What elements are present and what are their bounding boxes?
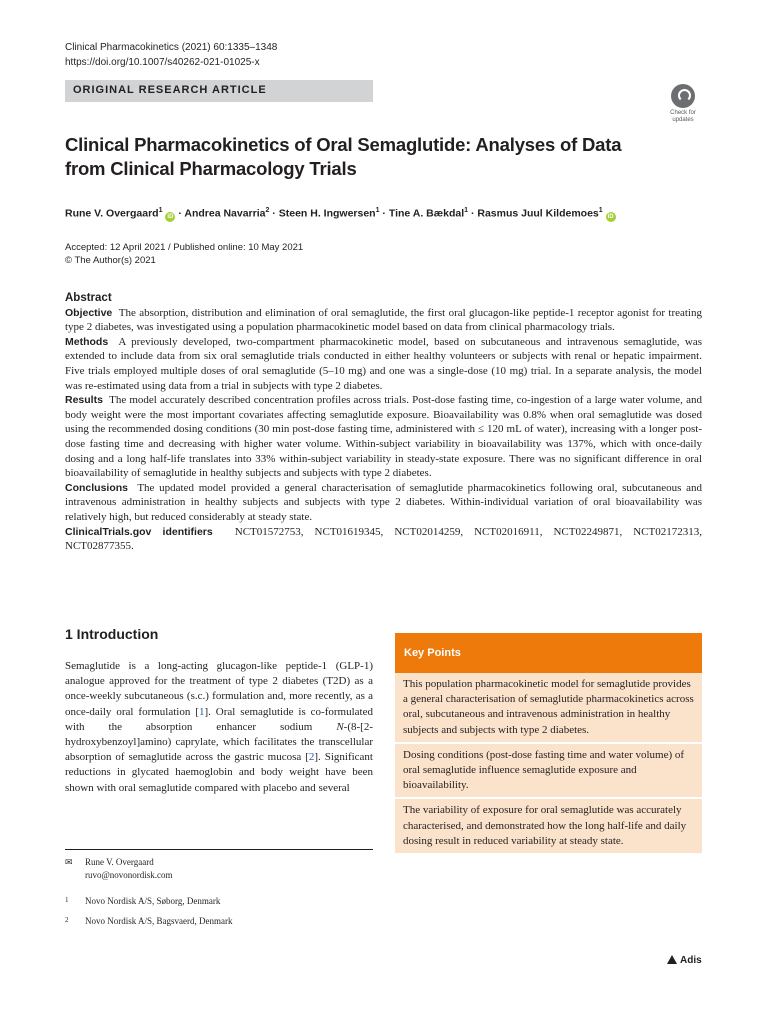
- abstract-trial-ids: [65, 525, 702, 554]
- orcid-icon[interactable]: iD: [167, 213, 174, 220]
- results-text: The model accurately described concentration profiles across trials. Post-dose fasting time, co-ingestion of a large water volume, and body weight were the most important covariates affecting semaglutide exposure. Bioavailability was 0.8% when oral semaglutide was dosed using the recommended dosing conditions (30 min post-dose fasting time, administered with ≤ 120 mL of water), increasing with a longer post-dose fasting time and decreasing with higher water volume. Within-subject variability in bioavailability was 137%, which with once-daily dosing and a long half-life translates into 33% within-subject variability in steady-state exposure. There was no significant difference in oral bioavailability of semaglutide in healthy subjects and subjects with type 2 diabetes.: [65, 394, 702, 480]
- abstract-conclusions: [65, 481, 702, 525]
- journal-reference: Clinical Pharmacokinetics (2021) 60:1335–1348: [65, 42, 278, 53]
- title-line-2: from Clinical Pharmacology Trials: [65, 158, 357, 179]
- abstract-results: [65, 393, 702, 481]
- methods-text: A previously developed, two-compartment pharmacokinetic model, based on subcutaneous and intravenous semaglutide, was extended to include data from six oral semaglutide trials conducted in either healthy volunteers or subjects with renal or hepatic impairment. Five trials employed multiple doses of oral semaglutide (5–10 mg) and one was a single-dose (10 mg) trial. In a separate analysis, the model was re-estimated using data from a trial in subjects with type 2 diabetes.: [65, 335, 702, 392]
- key-point-item: Dosing conditions (post-dose fasting time and water volume) of oral semaglutide influence semaglutide exposure and bioavailability.: [395, 744, 702, 800]
- objective-label: Objective: [65, 306, 113, 319]
- article-type-label: ORIGINAL RESEARCH ARTICLE: [73, 84, 267, 96]
- footnote-divider: [65, 849, 373, 850]
- objective-text: The absorption, distribution and elimination of oral semaglutide, the first oral glucagon-like peptide-1 receptor agonist for treating type 2 diabetes, was investigated using a population pharmacokinetic model based on data from clinical pharmacology trials.: [65, 306, 702, 334]
- article-title: [65, 133, 685, 181]
- key-points-box: [395, 633, 702, 889]
- citation-link[interactable]: 1: [198, 705, 205, 718]
- publication-dates: [65, 241, 303, 267]
- abstract-heading: Abstract: [65, 292, 112, 304]
- conclusions-label: Conclusions: [65, 481, 129, 494]
- author-name[interactable]: Rune V. Overgaard: [65, 207, 159, 220]
- affiliation-1: [65, 896, 220, 906]
- key-point-item: This population pharmacokinetic model for semaglutide provides a general characterisation of semaglutide pharmacokinetics across oral, subcutaneous and intravenous administration in healthy subjects and subjects with type 2 diabetes.: [395, 673, 702, 744]
- trials-label: ClinicalTrials.gov identifiers: [65, 525, 213, 538]
- check-updates-icon: [671, 84, 695, 108]
- journal-citation: [65, 40, 277, 70]
- citation-link[interactable]: 2: [308, 751, 315, 764]
- accepted-published-dates: Accepted: 12 April 2021 / Published online: 10 May 2021: [65, 242, 304, 253]
- conclusions-text: The updated model provided a general characterisation of semaglutide pharmacokinetics following oral, subcutaneous and intravenous administration in healthy subjects and subjects with type 2 diabetes. Within-individual variation of oral bioavailability was relatively high, but reduced considerably at steady state.: [65, 481, 703, 523]
- author-name[interactable]: Rasmus Juul Kildemoes: [477, 207, 599, 220]
- author-affiliation: 1: [158, 207, 163, 214]
- publisher-logo: [667, 955, 702, 966]
- author-name[interactable]: Steen H. Ingwersen: [278, 207, 376, 220]
- intro-text-a: Semaglutide is a long-acting glucagon-like peptide-1 (GLP-1) analogue approved for the treatment of type 2 diabetes (T2D) as a once-weekly subcutaneous (s.c.) formulation and, more recently, as a once-daily oral formulation [: [65, 660, 373, 718]
- author-affiliation: 1: [375, 207, 380, 214]
- corresponding-author: [65, 856, 173, 882]
- trials-text: NCT01572753, NCT01619345, NCT02014259, NCT02016911, NCT02249871, NCT02172313, NCT02877355.: [65, 525, 702, 553]
- affiliation-text: Novo Nordisk A/S, Søborg, Denmark: [85, 896, 221, 906]
- corresponding-email[interactable]: ruvo@novonordisk.com: [85, 870, 173, 880]
- intro-text-b: ]. Oral semaglutide is co-formulated with the absorption enhancer sodium: [65, 705, 373, 733]
- intro-text-d: ]. Significant reductions in glycated haemoglobin and body weight have been shown with oral semaglutide compared with placebo and several: [65, 751, 373, 794]
- abstract-methods: [65, 335, 702, 393]
- abstract-section: [65, 291, 702, 554]
- envelope-icon: ✉: [65, 857, 73, 867]
- methods-label: Methods: [65, 335, 109, 348]
- intro-italic: N: [336, 720, 344, 733]
- author-affiliation: 1: [464, 207, 469, 214]
- copyright-notice: © The Author(s) 2021: [65, 255, 156, 266]
- introduction-paragraph: [65, 659, 373, 796]
- intro-text-c: -(8-[2-hydroxybenzoyl]amino) caprylate, which facilitates the transcellular absorption of semaglutide across the gastric mucosa [: [65, 720, 373, 764]
- affiliation-2: [65, 916, 232, 926]
- author-affiliation: 1: [598, 207, 603, 214]
- article-type-bar: [65, 80, 373, 102]
- section-heading-introduction: 1 Introduction: [65, 626, 159, 642]
- check-updates-line2: updates: [672, 117, 694, 123]
- author-name[interactable]: Andrea Navarria: [184, 207, 266, 220]
- affiliation-text: Novo Nordisk A/S, Bagsvaerd, Denmark: [85, 916, 233, 926]
- results-label: Results: [65, 394, 103, 407]
- check-updates-line1: Check for: [670, 110, 696, 116]
- key-points-heading: Key Points: [395, 633, 702, 673]
- author-affiliation: 2: [265, 207, 270, 214]
- affiliation-number: 1: [65, 896, 69, 904]
- adis-triangle-icon: [667, 955, 677, 964]
- affiliation-number: 2: [65, 916, 69, 924]
- publisher-name: Adis: [680, 955, 702, 966]
- doi-link[interactable]: https://doi.org/10.1007/s40262-021-01025-x: [65, 57, 260, 68]
- title-line-1: Clinical Pharmacokinetics of Oral Semaglutide: Analyses of Data: [65, 134, 622, 155]
- check-for-updates-badge[interactable]: [664, 84, 702, 124]
- author-list: Rune V. Overgaard$^1$ iD · Andrea Navarria$^2$ · Steen H. Ingwersen$^1$ · Tine A. Bækdal$^1$ · Rasmus Juul Kildemoes$^1$ iD: [65, 207, 614, 220]
- abstract-objective: [65, 306, 702, 335]
- corresponding-name: Rune V. Overgaard: [85, 857, 154, 867]
- orcid-icon[interactable]: iD: [607, 213, 614, 220]
- author-name[interactable]: Tine A. Bækdal: [388, 207, 465, 220]
- key-point-item: The variability of exposure for oral semaglutide was accurately characterised, and demonstrated how the long half-life and daily dosing result in reduced variability at steady state.: [395, 799, 702, 855]
